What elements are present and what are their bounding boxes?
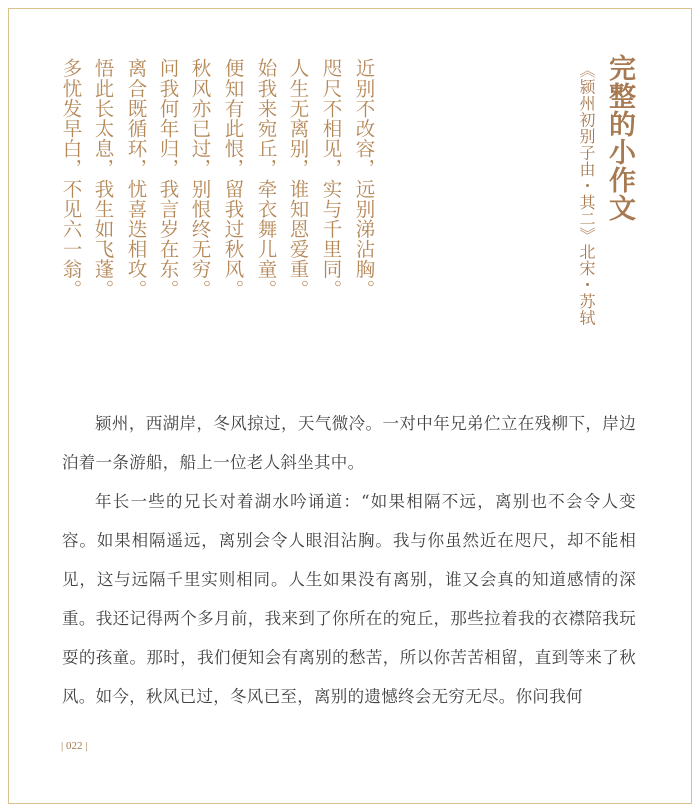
poem-line: 悟此长太息，我生如飞蓬。 <box>91 58 115 300</box>
poem-line: 近别不改容，远别涕沾胸。 <box>352 58 376 300</box>
prose-paragraph: 颍州，西湖岸，冬风掠过，天气微冷。一对中年兄弟伫立在残柳下，岸边泊着一条游船，船上一位老人斜坐其中。 <box>62 414 636 472</box>
poem-line: 多忧发早白，不见六一翁。 <box>59 58 83 300</box>
poem-line: 咫尺不相见，实与千里同。 <box>319 58 343 300</box>
prose-paragraph: 年长一些的兄长对着湖水吟诵道：“如果相隔不远，离别也不会令人变容。如果相隔遥远，离别会令人眼泪沾胸。我与你虽然近在咫尺，却不能相见，这与远隔千里实则相同。人生如果没有离别，谁又会真的知道感情的深重。我还记得两个多月前，我来到了你所在的宛丘，那些拉着我的衣襟陪我玩耍的孩童。那时，我们便知会有离别的愁苦，所以你苦苦相留，直到等来了秋风。如今，秋风已过，冬风已至，离别的遗憾终会无穷无尽。你问我何 <box>62 492 636 706</box>
poem-line: 始我来宛丘，牵衣舞儿童。 <box>254 58 278 300</box>
poem-line: 人生无离别，谁知恩爱重。 <box>286 58 310 300</box>
page-number: | 022 | <box>61 740 88 752</box>
poem-line: 秋风亦已过，别恨终无穷。 <box>188 58 212 300</box>
poem-line: 问我何年归，我言岁在东。 <box>156 58 180 300</box>
poem-line: 离合既循环，忧喜迭相攻。 <box>124 58 148 300</box>
page-title: 完整的小作文 <box>604 54 635 222</box>
poem-line: 便知有此恨，留我过秋风。 <box>221 58 245 300</box>
prose-body <box>62 404 636 716</box>
poem-source: 《颍州初别子由・其二》北宋・苏轼 <box>577 62 596 326</box>
